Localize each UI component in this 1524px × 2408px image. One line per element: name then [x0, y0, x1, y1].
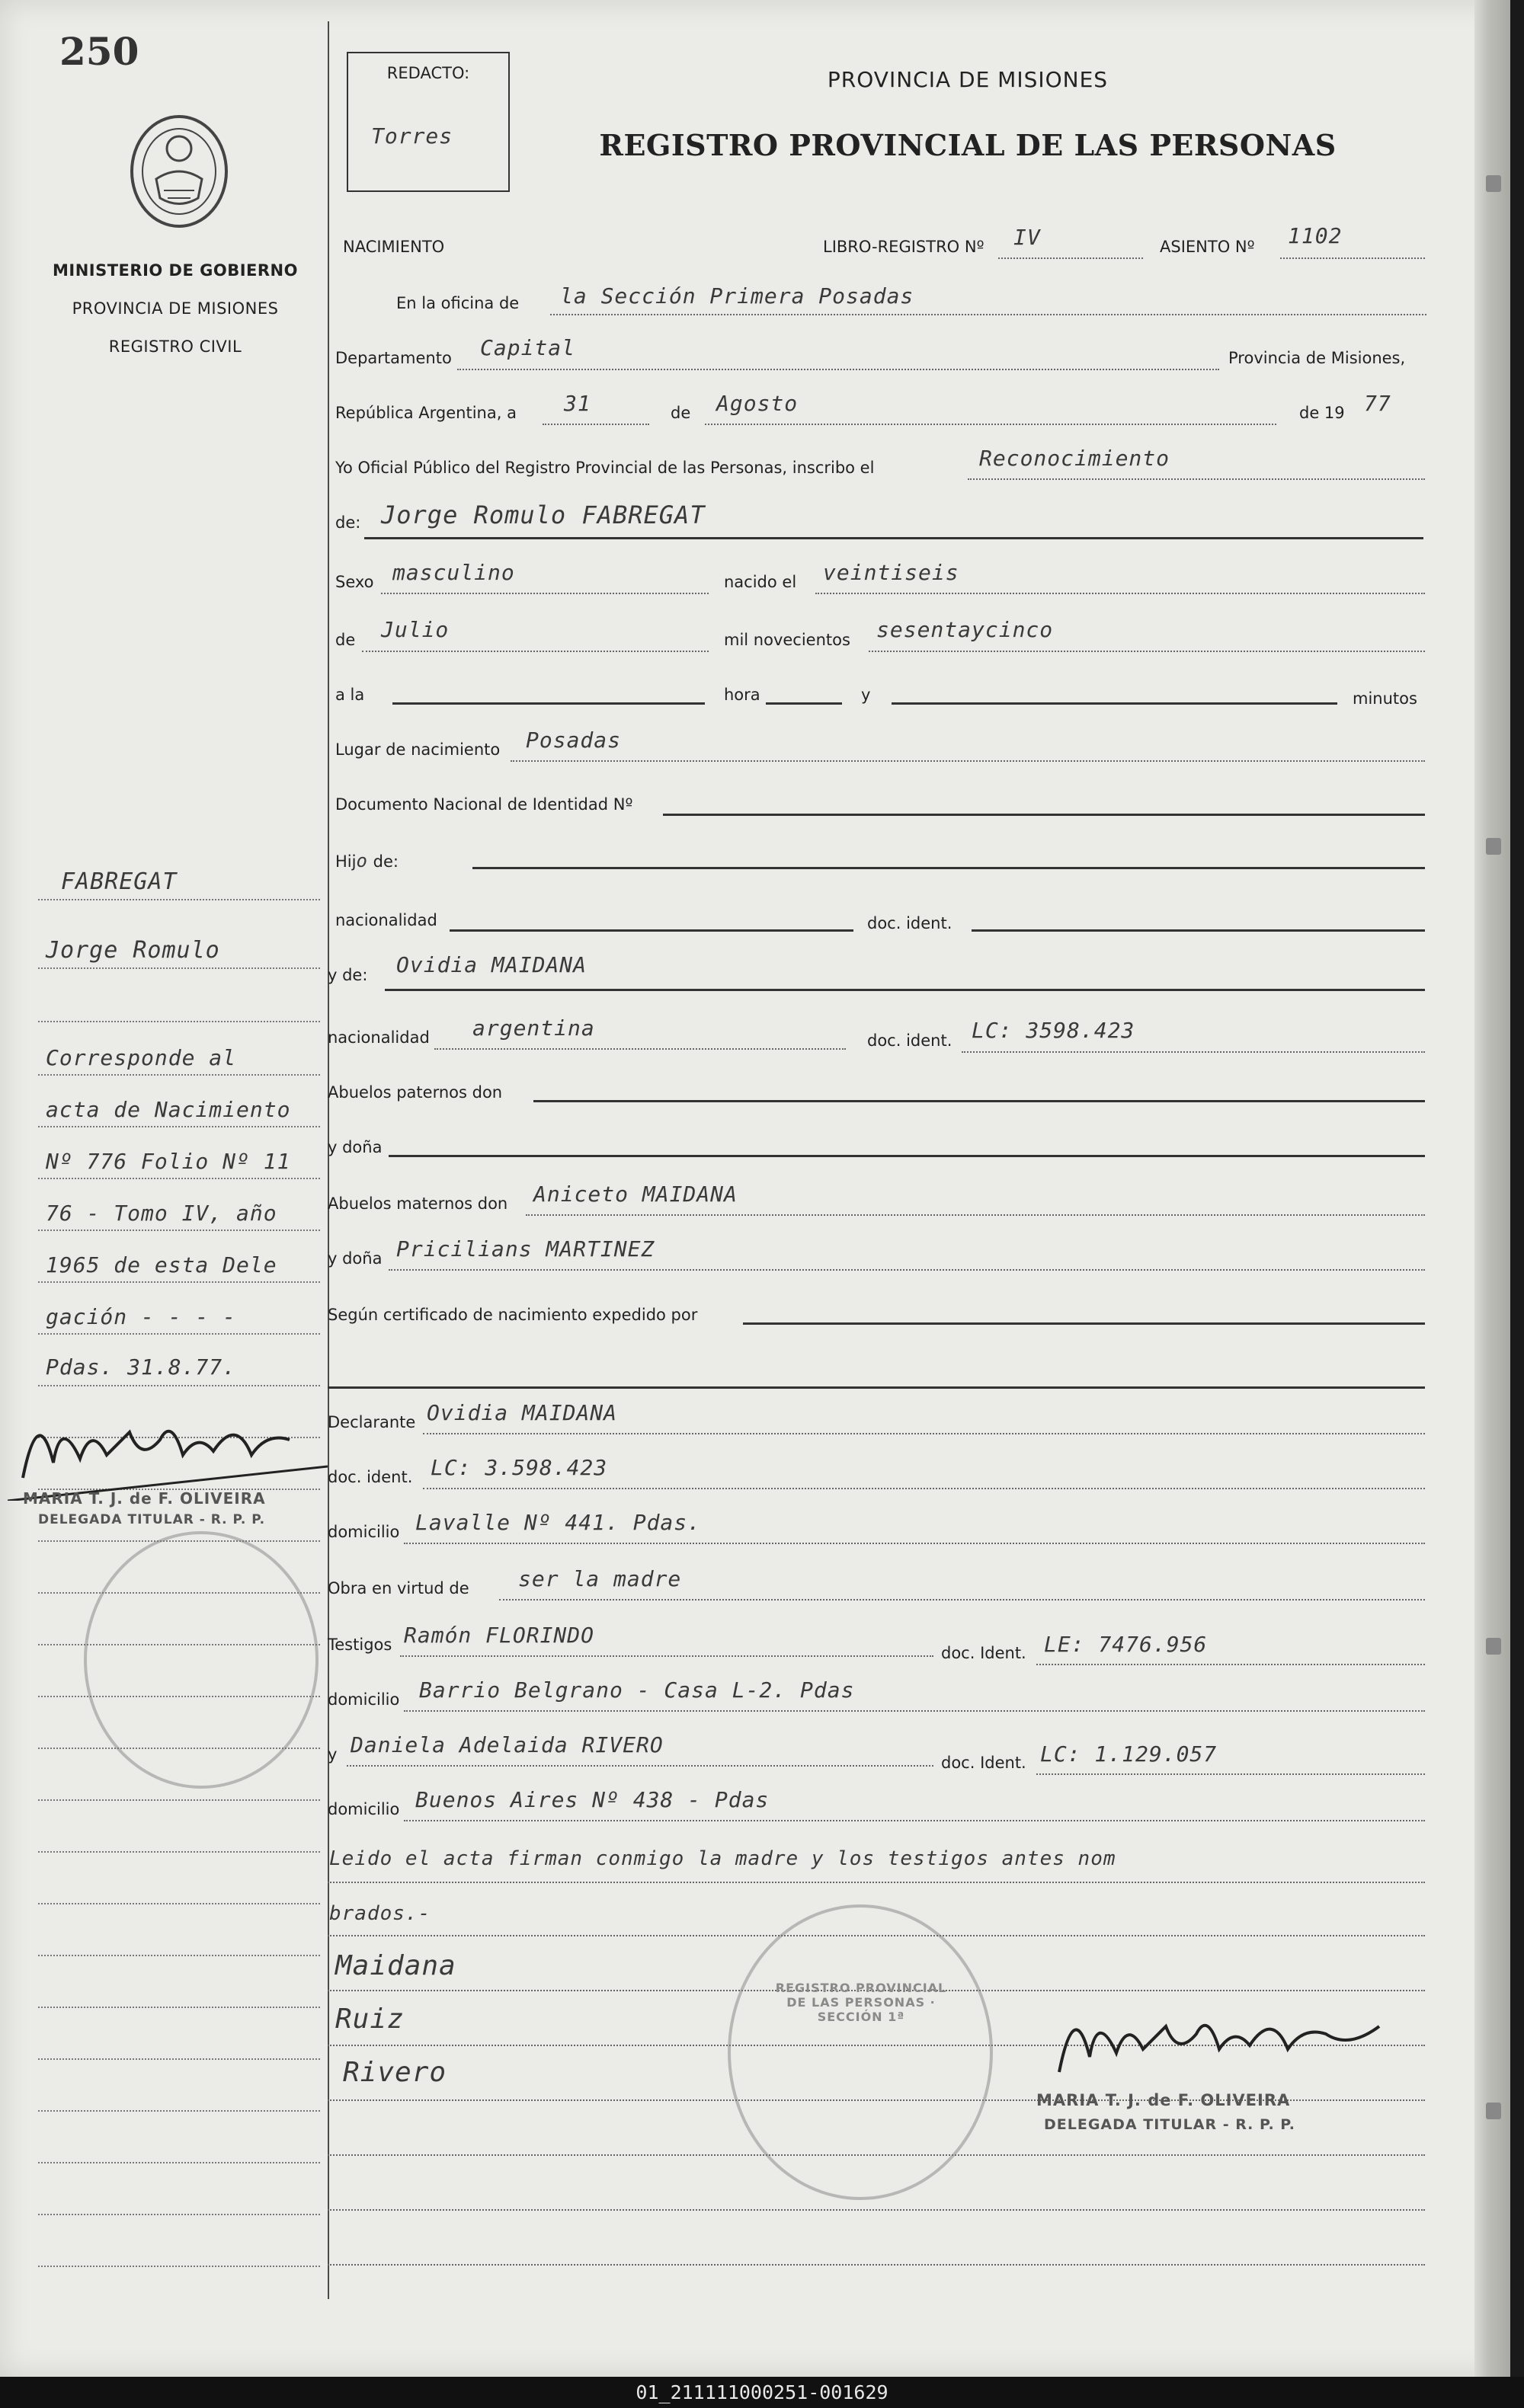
- nac2-label: nacionalidad: [328, 1028, 430, 1047]
- margin-rule: [38, 1851, 320, 1853]
- delegate-role-left: DELEGADA TITULAR - R. P. P.: [38, 1512, 266, 1527]
- libro-line: [998, 257, 1143, 259]
- oficina-line: [550, 314, 1426, 315]
- margin-date: Pdas. 31.8.77.: [46, 1354, 237, 1380]
- margin-given: Jorge Romulo: [46, 937, 220, 964]
- sexo-value: masculino: [392, 560, 515, 585]
- delegate-signature-left: [8, 1386, 328, 1501]
- page-number: 250: [59, 29, 139, 74]
- obra-line: [499, 1599, 1425, 1601]
- record-type: NACIMIENTO: [343, 238, 445, 256]
- domicilio3-line: [404, 1820, 1425, 1821]
- form-province: PROVINCIA DE MISIONES: [827, 67, 1109, 92]
- margin-rule: [38, 1074, 320, 1076]
- margin-rule: [38, 2266, 320, 2267]
- obra-label: Obra en virtud de: [328, 1579, 469, 1597]
- declarante-line: [423, 1433, 1425, 1434]
- departamento-value: Capital: [480, 335, 576, 360]
- margin-rule: [38, 2007, 320, 2008]
- margin-rule: [38, 1178, 320, 1179]
- madre-value: Ovidia MAIDANA: [396, 952, 588, 977]
- provincia-suffix: Provincia de Misiones,: [1228, 349, 1406, 367]
- docid3-label: doc. ident.: [328, 1468, 413, 1486]
- leido-text-1: Leido el acta firman conmigo la madre y los testigos antes nom: [329, 1847, 1116, 1870]
- republica-label: República Argentina, a: [335, 404, 517, 422]
- nac2-value: argentina: [472, 1015, 595, 1041]
- asiento-value: 1102: [1288, 223, 1343, 248]
- de-anio-label: de 19: [1299, 404, 1345, 422]
- sign-line-5: [328, 2209, 1425, 2211]
- docid4-line: [1036, 1664, 1425, 1665]
- docid5-line: [1036, 1773, 1425, 1775]
- mes-value: Agosto: [716, 391, 799, 416]
- mil-label: mil novecientos: [724, 631, 850, 649]
- ab-mat-line: [526, 1214, 1425, 1216]
- margin-rule: [38, 1281, 320, 1283]
- office-stamp-right: [728, 1904, 993, 2200]
- signature-rivero: Rivero: [343, 2057, 447, 2088]
- ministry-province: PROVINCIA DE MISIONES: [72, 299, 279, 318]
- margin-line3: Nº 776 Folio Nº 11: [46, 1149, 291, 1174]
- hora-line: [766, 702, 842, 705]
- departamento-label: Departamento: [335, 349, 452, 367]
- declarante-label: Declarante: [328, 1413, 416, 1431]
- margin-rule: [38, 1955, 320, 1956]
- margin-rule: [38, 1799, 320, 1801]
- margin-rule: [38, 1021, 320, 1022]
- binding-clip: [1486, 1638, 1501, 1655]
- leido-text-2: brados.-: [329, 1902, 431, 1925]
- domicilio2-line: [404, 1710, 1425, 1712]
- asiento-line: [1280, 257, 1425, 259]
- binding-edge: [1474, 0, 1510, 2377]
- form-title: REGISTRO PROVINCIAL DE LAS PERSONAS: [599, 128, 1337, 162]
- oficial-label: Yo Oficial Público del Registro Provincial de las Personas, inscribo el: [335, 459, 875, 477]
- binding-clip: [1486, 838, 1501, 855]
- dia-line: [543, 424, 649, 425]
- lugar-label: Lugar de nacimiento: [335, 740, 501, 759]
- docid5-label: doc. Ident.: [941, 1754, 1026, 1772]
- domicilio1-label: domicilio: [328, 1523, 400, 1541]
- margin-rule: [38, 899, 320, 900]
- nacido-value: veintiseis: [823, 560, 959, 585]
- redacto-label: REDACTO:: [386, 64, 470, 82]
- sexo-label: Sexo: [335, 573, 374, 591]
- domicilio3-value: Buenos Aires Nº 438 - Pdas: [415, 1787, 770, 1812]
- y-label: y: [861, 686, 871, 704]
- hijo-de-label: de:: [373, 852, 399, 871]
- margin-rule: [38, 2058, 320, 2060]
- ydona2-label: y doña: [328, 1249, 383, 1268]
- delegate-signature-right: [1044, 1981, 1410, 2095]
- de2-label: de:: [335, 513, 361, 532]
- margin-rule: [38, 2214, 320, 2215]
- ydona1-label: y doña: [328, 1138, 383, 1156]
- docid4-value: LE: 7476.956: [1044, 1632, 1208, 1657]
- ydona2-value: Pricilians MARTINEZ: [396, 1236, 655, 1262]
- office-stamp-left: [84, 1531, 319, 1789]
- declarante-value: Ovidia MAIDANA: [427, 1400, 618, 1425]
- nac2-line: [434, 1048, 846, 1050]
- ab-mat-value: Aniceto MAIDANA: [533, 1182, 738, 1207]
- docid5-value: LC: 1.129.057: [1040, 1741, 1218, 1767]
- nac1-label: nacionalidad: [335, 911, 437, 929]
- yde-label: y de:: [328, 966, 368, 984]
- dia-value: 31: [564, 391, 591, 416]
- docid1-label: doc. ident.: [867, 914, 952, 932]
- margin-surname: FABREGAT: [61, 868, 178, 895]
- ministry-office: REGISTRO CIVIL: [108, 337, 242, 356]
- anio-nac-value: sesentaycinco: [876, 617, 1054, 642]
- inscribo-value: Reconocimiento: [979, 446, 1170, 471]
- delegate-role-right: DELEGADA TITULAR - R. P. P.: [1044, 2116, 1295, 2133]
- sign-line-6: [328, 2264, 1425, 2266]
- ab-pat-label: Abuelos paternos don: [328, 1083, 503, 1102]
- lugar-line: [511, 760, 1425, 762]
- docid1-line: [972, 929, 1425, 932]
- departamento-line: [457, 369, 1219, 370]
- hijo-label: [335, 850, 399, 871]
- libro-value: IV: [1013, 225, 1041, 250]
- domicilio1-value: Lavalle Nº 441. Pdas.: [415, 1510, 702, 1535]
- mes-nac-line: [362, 651, 709, 652]
- minutos-line: [892, 702, 1337, 705]
- testigo1-line: [400, 1655, 933, 1657]
- hora-label: hora: [724, 686, 760, 704]
- docid2-value: LC: 3598.423: [972, 1018, 1135, 1043]
- ala-line: [392, 702, 705, 705]
- sexo-line: [381, 593, 709, 594]
- dni-line: [663, 814, 1425, 816]
- margin-divider: [328, 21, 329, 2299]
- dni-label: Documento Nacional de Identidad Nº: [335, 795, 633, 814]
- docid3-value: LC: 3.598.423: [431, 1455, 608, 1480]
- domicilio2-label: domicilio: [328, 1690, 400, 1709]
- testigo2-line: [347, 1765, 933, 1767]
- nombre-line: [364, 537, 1423, 539]
- docid2-line: [962, 1051, 1425, 1053]
- domicilio2-value: Barrio Belgrano - Casa L-2. Pdas: [419, 1677, 855, 1703]
- ministry-header: [30, 251, 320, 366]
- binding-clip: [1486, 2103, 1501, 2119]
- anio-nac-line: [869, 651, 1425, 652]
- delegate-name-right: MARIA T. J. de F. OLIVEIRA: [1036, 2091, 1291, 2109]
- margin-rule: [38, 1903, 320, 1904]
- nac1-line: [450, 929, 853, 932]
- cert-line-2: [328, 1386, 1425, 1389]
- ala-label: a la: [335, 686, 365, 704]
- nacido-label: nacido el: [724, 573, 797, 591]
- madre-line: [385, 989, 1425, 991]
- testigo2-value: Daniela Adelaida RIVERO: [351, 1732, 664, 1757]
- inscribo-line: [968, 478, 1425, 480]
- docid2-label: doc. ident.: [867, 1031, 952, 1050]
- margin-rule: [38, 1230, 320, 1231]
- hijo-label-prefix: Hij: [335, 852, 357, 871]
- de-label: de: [671, 404, 691, 422]
- margin-rule: [38, 2162, 320, 2163]
- margin-line2: acta de Nacimiento: [46, 1097, 291, 1122]
- margin-line4: 76 - Tomo IV, año: [46, 1201, 277, 1226]
- delegate-name-left: MARIA T. J. de F. OLIVEIRA: [23, 1489, 266, 1508]
- cert-label: Según certificado de nacimiento expedido por: [328, 1306, 698, 1324]
- y2-label: y: [328, 1745, 338, 1764]
- mes-nac-value: Julio: [381, 617, 450, 642]
- margin-line6: gación - - - -: [46, 1304, 237, 1329]
- file-id: 01_211111000251-001629: [636, 2381, 888, 2403]
- domicilio3-label: domicilio: [328, 1800, 400, 1818]
- leido-line-1: [328, 1882, 1425, 1883]
- signature-ruiz: Ruiz: [335, 2003, 405, 2035]
- asiento-label: ASIENTO Nº: [1160, 238, 1255, 256]
- provincial-seal-icon: [122, 107, 236, 236]
- margin-line1: Corresponde al: [46, 1045, 237, 1070]
- margin-line5: 1965 de esta Dele: [46, 1252, 277, 1278]
- nacido-line: [815, 593, 1425, 594]
- de3-label: de: [335, 631, 356, 649]
- testigo1-value: Ramón FLORINDO: [404, 1623, 595, 1648]
- ydona2-line: [389, 1269, 1425, 1271]
- ydona1-line: [389, 1155, 1425, 1157]
- oficina-label: En la oficina de: [396, 294, 520, 312]
- domicilio1-line: [404, 1543, 1425, 1544]
- margin-rule: [38, 1333, 320, 1335]
- margin-rule: [38, 1126, 320, 1127]
- docid3-line: [423, 1488, 1425, 1489]
- hijo-suffix: o: [356, 850, 368, 871]
- docid4-label: doc. Ident.: [941, 1644, 1026, 1662]
- nombre-value: Jorge Romulo FABREGAT: [381, 500, 706, 529]
- ab-pat-line: [533, 1100, 1425, 1102]
- padre-line: [472, 867, 1425, 869]
- cert-line: [743, 1322, 1425, 1325]
- file-id-footer: [0, 2377, 1524, 2408]
- obra-value: ser la madre: [518, 1566, 682, 1591]
- minutos-label: minutos: [1353, 689, 1417, 708]
- ab-mat-label: Abuelos maternos don: [328, 1194, 508, 1213]
- stamp-text: REGISTRO PROVINCIAL DE LAS PERSONAS · SECCIÓN 1ª: [775, 1981, 947, 2024]
- mes-line: [705, 424, 1276, 425]
- redacto-box: [347, 52, 510, 192]
- libro-label: LIBRO-REGISTRO Nº: [823, 238, 985, 256]
- margin-rule: [38, 967, 320, 969]
- lugar-value: Posadas: [526, 728, 622, 753]
- oficina-value: la Sección Primera Posadas: [560, 283, 914, 309]
- testigos-label: Testigos: [328, 1636, 392, 1654]
- margin-rule: [38, 2110, 320, 2112]
- binding-clip: [1486, 175, 1501, 192]
- redacto-value: Torres: [371, 123, 453, 149]
- ministry-name: MINISTERIO DE GOBIERNO: [53, 261, 298, 280]
- signature-maidana: Maidana: [335, 1950, 456, 1981]
- anio-value: 77: [1364, 391, 1391, 416]
